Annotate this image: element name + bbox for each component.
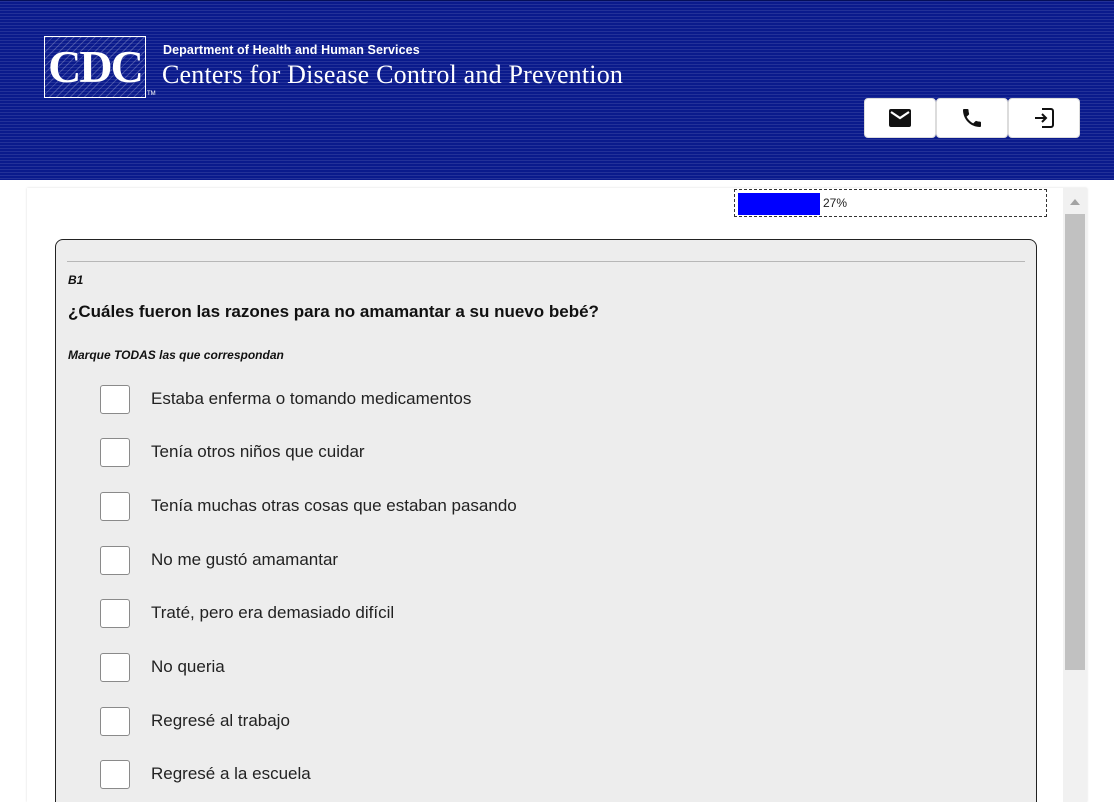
mail-icon <box>888 108 912 128</box>
checkbox[interactable] <box>100 492 130 521</box>
option-label: Tenía otros niños que cuidar <box>151 442 365 461</box>
question-text: ¿Cuáles fueron las razones para no amamantar a su nuevo bebé? <box>68 302 599 321</box>
option-label: Estaba enferma o tomando medicamentos <box>151 389 472 408</box>
option-item[interactable] <box>100 437 365 467</box>
option-item[interactable] <box>100 545 338 575</box>
option-item[interactable] <box>100 384 471 414</box>
checkbox[interactable] <box>100 653 130 682</box>
option-label: Regresé al trabajo <box>151 711 290 730</box>
option-label: Regresé a la escuela <box>151 764 311 783</box>
cdc-logo-text: CDC <box>48 41 142 92</box>
option-label: Tenía muchas otras cosas que estaban pasando <box>151 496 517 515</box>
option-item[interactable] <box>100 652 225 682</box>
cdc-logo <box>44 36 146 98</box>
exit-button[interactable] <box>1008 98 1080 138</box>
progress-fill <box>738 193 820 215</box>
department-name: Department of Health and Human Services <box>163 43 420 57</box>
chevron-up-icon <box>1070 199 1080 205</box>
option-label: No queria <box>151 657 225 676</box>
checkbox[interactable] <box>100 438 130 467</box>
survey-panel <box>27 188 1087 802</box>
scroll-up-button[interactable] <box>1063 194 1087 210</box>
question-instruction: Marque TODAS las que correspondan <box>68 348 284 362</box>
phone-icon <box>960 106 984 130</box>
checkbox[interactable] <box>100 546 130 575</box>
email-button[interactable] <box>864 98 936 138</box>
option-item[interactable] <box>100 706 290 736</box>
progress-label: 27% <box>823 196 848 210</box>
site-header <box>0 0 1114 180</box>
option-item[interactable] <box>100 759 311 789</box>
checkbox[interactable] <box>100 707 130 736</box>
question-card <box>55 239 1037 802</box>
question-id: B1 <box>68 273 84 287</box>
divider <box>67 261 1025 262</box>
checkbox[interactable] <box>100 599 130 628</box>
exit-icon <box>1032 106 1056 130</box>
option-item[interactable] <box>100 491 517 521</box>
option-label: Traté, pero era demasiado difícil <box>151 603 395 622</box>
logo-trademark: TM <box>147 91 156 97</box>
option-label: No me gustó amamantar <box>151 550 339 569</box>
option-item[interactable] <box>100 598 394 628</box>
organization-name: Centers for Disease Control and Prevention <box>162 60 624 89</box>
scrollbar[interactable] <box>1063 188 1087 802</box>
progress-bar <box>734 189 1047 217</box>
phone-button[interactable] <box>936 98 1008 138</box>
checkbox[interactable] <box>100 385 130 414</box>
scrollbar-thumb[interactable] <box>1065 214 1085 670</box>
checkbox[interactable] <box>100 760 130 789</box>
